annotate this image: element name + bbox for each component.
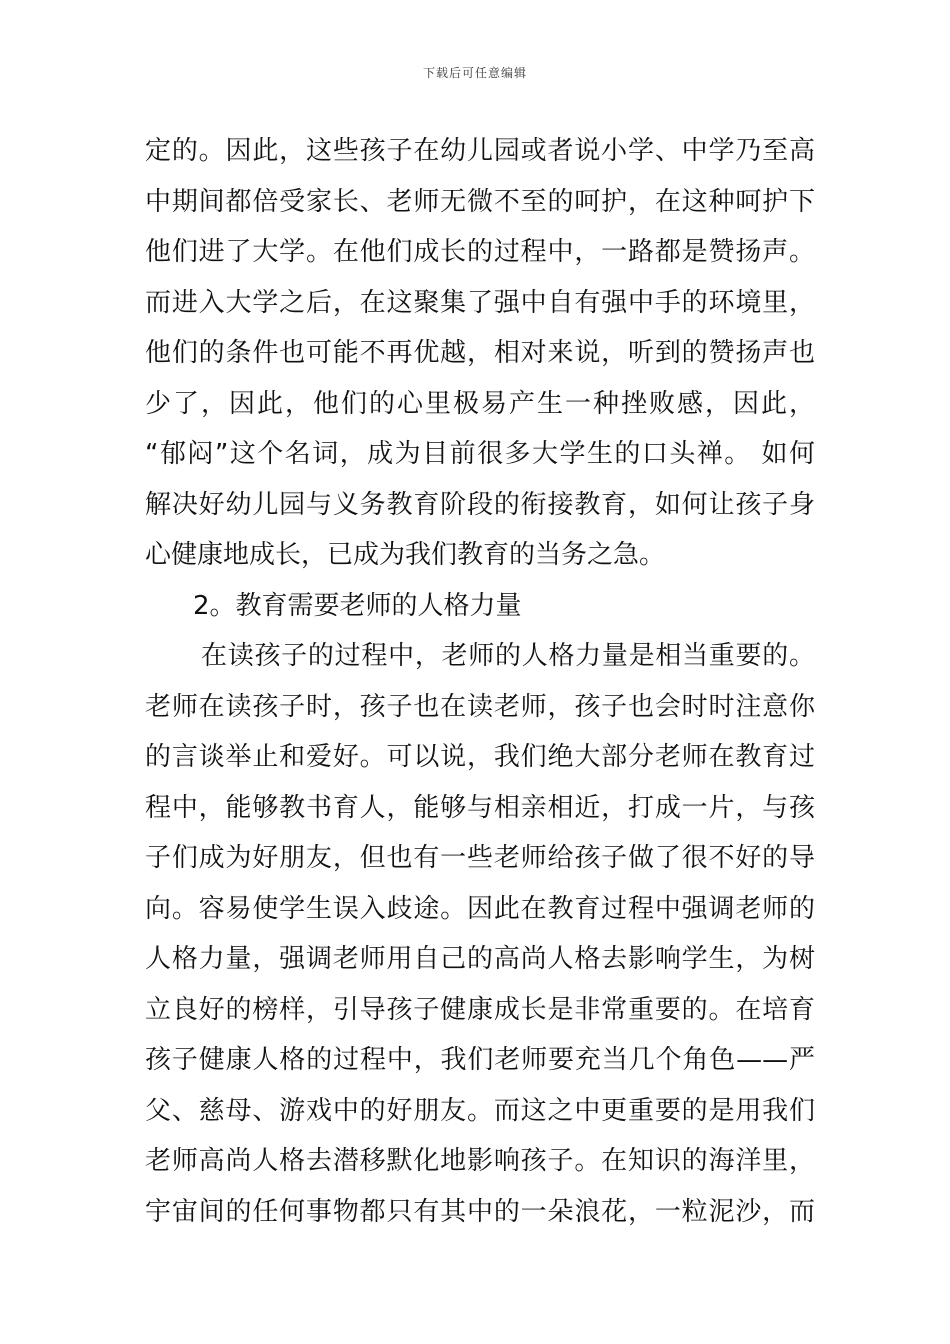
text-line: 父、慈母、游戏中的好朋友。而这之中更重要的是用我们 xyxy=(145,1095,815,1126)
body-text xyxy=(145,126,815,1237)
text-line: 他们进了大学。在他们成长的过程中，一路都是赞扬声。 xyxy=(145,237,815,267)
text-line: 定的。因此，这些孩子在幼儿园或者说小学、中学乃至高 xyxy=(145,136,815,166)
text-line: “郁闷”这个名词，成为目前很多大学生的口头禅。 如何 xyxy=(145,439,815,469)
text-line: 中期间都倍受家长、老师无微不至的呵护，在这种呵护下 xyxy=(145,186,815,217)
paragraph-first-line: 在读孩子的过程中，老师的人格力量是相当重要的。 xyxy=(201,641,815,671)
text-line: 而进入大学之后，在这聚集了强中自有强中手的环境里， xyxy=(145,287,815,318)
text-line: 解决好幼儿园与义务教育阶段的衔接教育，如何让孩子身 xyxy=(145,489,815,520)
text-line: 老师高尚人格去潜移默化地影响孩子。在知识的海洋里， xyxy=(145,1146,815,1176)
text-line: 他们的条件也可能不再优越，相对来说，听到的赞扬声也 xyxy=(145,338,815,368)
text-line: 立良好的榜样，引导孩子健康成长是非常重要的。在培育 xyxy=(145,994,815,1025)
text-line: 的言谈举止和爱好。可以说，我们绝大部分老师在教育过 xyxy=(145,742,815,772)
page-header: 下载后可任意编辑 xyxy=(422,66,527,80)
text-line: 程中，能够教书育人，能够与相亲相近，打成一片，与孩 xyxy=(145,792,815,823)
text-line: 宇宙间的任何事物都只有其中的一朵浪花，一粒泥沙，而 xyxy=(145,1196,815,1227)
text-line: 少了，因此，他们的心里极易产生一种挫败感，因此， xyxy=(145,388,815,419)
section-heading: 2。教育需要老师的人格力量 xyxy=(193,590,522,621)
text-line: 孩子健康人格的过程中，我们老师要充当几个角色——严 xyxy=(145,1045,815,1075)
text-line: 心健康地成长，已成为我们教育的当务之急。 xyxy=(145,540,666,570)
text-line: 向。容易使学生误入歧途。因此在教育过程中强调老师的 xyxy=(145,893,815,924)
text-line: 老师在读孩子时，孩子也在读老师，孩子也会时时注意你 xyxy=(145,691,815,722)
text-line: 人格力量，强调老师用自己的高尚人格去影响学生，为树 xyxy=(145,944,815,974)
text-line: 子们成为好朋友，但也有一些老师给孩子做了很不好的导 xyxy=(145,843,815,873)
